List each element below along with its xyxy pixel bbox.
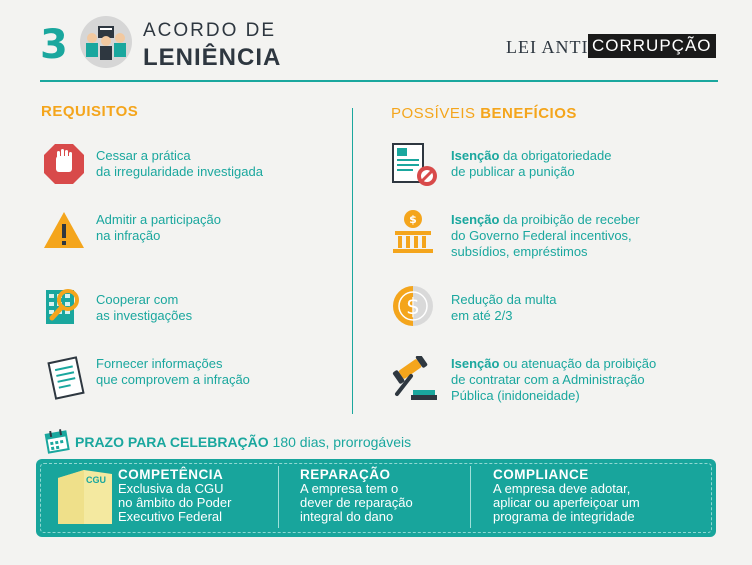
no-publish-document-icon <box>391 142 435 186</box>
brand-corrupcao: CORRUPÇÃO <box>588 34 716 58</box>
header-title-line1: ACORDO DE <box>143 20 277 41</box>
requisito-2: Admitir a participação na infração <box>96 212 221 243</box>
column-divider <box>352 108 353 414</box>
cgu-building-icon <box>54 468 116 526</box>
requisito-3: Cooperar com as investigações <box>96 292 193 323</box>
col-divider-1 <box>278 466 279 528</box>
brand-lei-anti: LEI ANTI <box>506 37 589 57</box>
header-title-line2: LENIÊNCIA <box>143 44 282 71</box>
header-divider <box>40 80 718 82</box>
col-compliance: COMPLIANCE A empresa deve adotar, aplicar ou aperfeiçoar um programa de integridade <box>493 467 640 524</box>
officials-icon <box>80 16 132 68</box>
beneficio-4: Isenção ou atenuação da proibição de contratar com a Administração Pública (inidoneidade) <box>451 356 657 403</box>
svg-text:$: $ <box>409 213 417 226</box>
warning-icon <box>42 208 86 252</box>
magnifier-building-icon <box>42 284 86 328</box>
gavel-icon <box>391 356 435 400</box>
prazo-line: PRAZO PARA CELEBRAÇÃO 180 dias, prorrogáveis <box>75 434 412 450</box>
document-icon <box>44 356 88 400</box>
svg-text:$: $ <box>406 295 420 320</box>
beneficio-2: Isenção da proibição de receber do Governo Federal incentivos, subsídios, empréstimos <box>451 212 640 259</box>
col-divider-2 <box>470 466 471 528</box>
stop-hand-icon <box>42 142 86 186</box>
coin-building-icon <box>391 208 435 252</box>
building-label: CGU <box>86 475 106 485</box>
col-competencia: COMPETÊNCIA Exclusiva da CGU no âmbito do Poder Executivo Federal <box>118 467 232 524</box>
section-number: 3 <box>40 22 68 68</box>
beneficio-3: Redução da multa em até 2/3 <box>451 292 557 323</box>
col-reparacao: REPARAÇÃO A empresa tem o dever de reparação integral do dano <box>300 467 413 524</box>
beneficios-title: POSSÍVEIS BENEFÍCIOS <box>391 105 577 122</box>
beneficio-1: Isenção da obrigatoriedade de publicar a punição <box>451 148 612 179</box>
requisito-1: Cessar a prática da irregularidade investigada <box>96 148 263 179</box>
coin-reduction-icon <box>391 284 435 328</box>
requisito-4: Fornecer informações que comprovem a infração <box>96 356 250 387</box>
requisitos-title: REQUISITOS <box>41 103 139 120</box>
calendar-icon <box>44 428 70 454</box>
